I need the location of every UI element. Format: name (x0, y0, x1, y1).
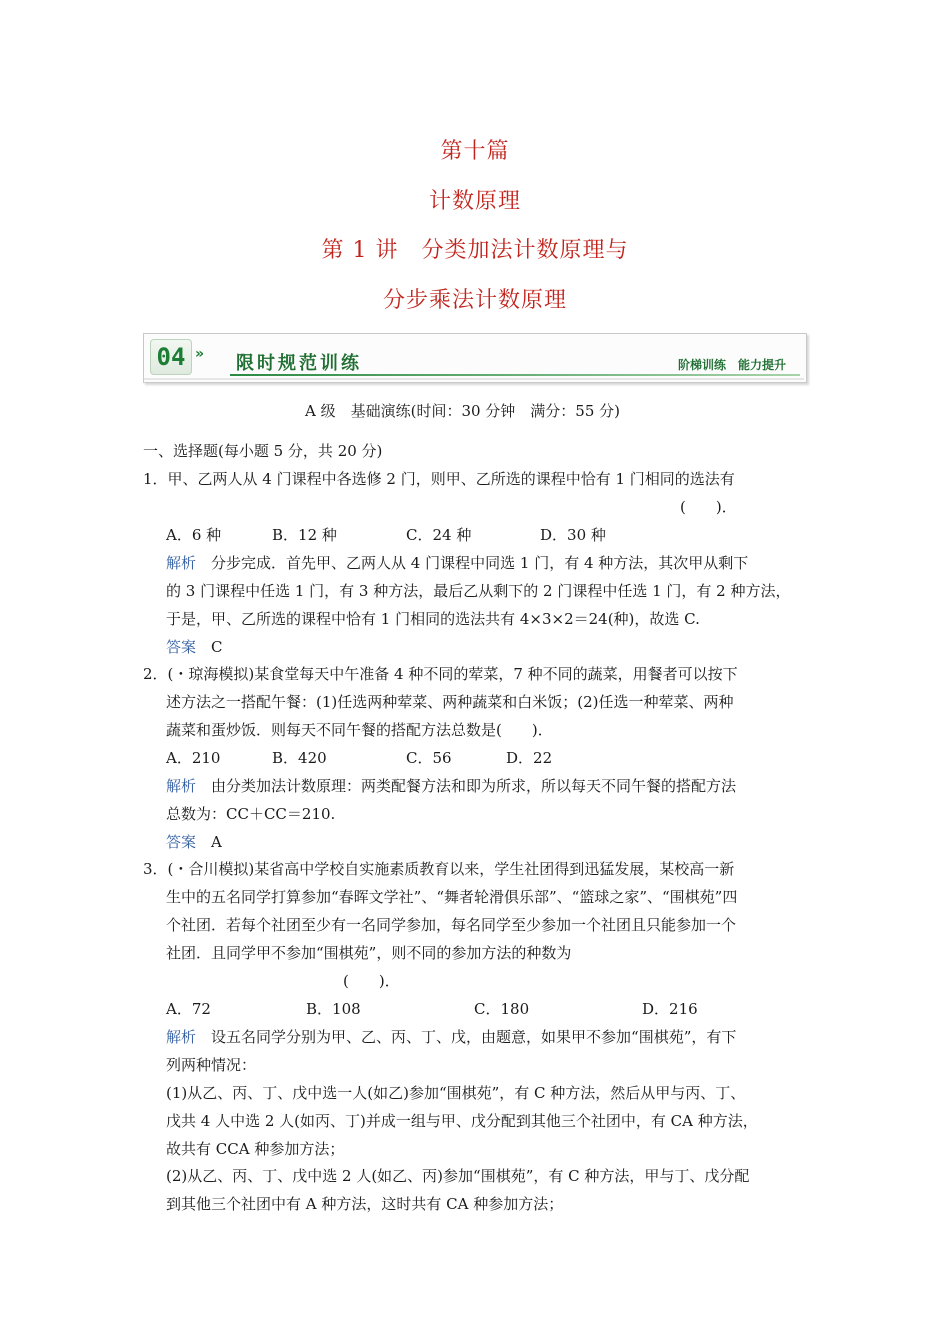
q3-option-c: C．180 (474, 1000, 530, 1018)
q1-analysis-text: 分步完成．首先甲、乙两人从 4 门课程中同选 1 门，有 4 种方法，其次甲从剩下 (211, 554, 749, 572)
q1-option-b: B．12 种 (272, 526, 337, 544)
q3-option-d: D．216 (642, 1000, 698, 1018)
q2-answer: A (211, 833, 222, 851)
lecture-title-line2: 分步乘法计数原理 (382, 288, 567, 313)
q2-option-c: C．56 (406, 749, 452, 767)
q1-analysis-label: 解析 (166, 554, 197, 572)
banner-title: 限时规范训练 (236, 353, 362, 374)
q1-analysis-line (166, 553, 748, 573)
q1-analysis-line: 于是，甲、乙所选的课程中恰有 1 门相同的选法共有 4×3×2＝24(种)，故选 C. (166, 610, 700, 628)
part-title: 第十篇 (440, 139, 510, 164)
q3-stem: 社团．且同学甲不参加“围棋苑”，则不同的参加方法的种数为 (166, 944, 572, 962)
q2-analysis-text: 由分类加法计数原理：两类配餐方法和即为所求，所以每天不同午餐的搭配方法 (211, 777, 737, 795)
q3-analysis-label: 解析 (166, 1028, 197, 1046)
q1-options (166, 525, 606, 545)
q2-answer-line (166, 832, 222, 852)
q2-stem: 述方法之一搭配午餐：(1)任选两种荤菜、两种蔬菜和白米饭；(2)任选一种荤菜、两种 (166, 693, 734, 711)
q1-stem: 1．甲、乙两人从 4 门课程中各选修 2 门，则甲、乙所选的课程中恰有 1 门相同的选法有 (143, 470, 735, 488)
q1-analysis-line: 的 3 门课程中任选 1 门，有 3 种方法，最后乙从剩下的 2 门课程中任选 1 门，有 2 种方法， (166, 582, 791, 600)
banner-number: 04 (150, 339, 192, 375)
q1-option-a: A．6 种 (166, 526, 222, 544)
q2-analysis-line (166, 776, 736, 796)
level-line: A 级 基础演练(时间：30 分钟 满分：55 分) (305, 402, 621, 420)
q2-option-a: A．210 (166, 749, 221, 767)
q2-options (166, 748, 552, 768)
q2-option-b: B．420 (272, 749, 327, 767)
q3-paren: ( )． (343, 972, 400, 990)
q1-answer-line (166, 637, 223, 657)
q3-analysis-line: (2)从乙、丙、丁、戊中选 2 人(如乙、丙)参加“围棋苑”，有 C 种方法，甲与丁、戊分配 (166, 1167, 750, 1185)
q3-options (166, 999, 698, 1019)
q2-analysis-label: 解析 (166, 777, 197, 795)
lecture-title-line1: 第 1 讲 分类加法计数原理与 (321, 238, 629, 263)
q1-answer-label: 答案 (166, 638, 197, 656)
q2-answer-label: 答案 (166, 833, 197, 851)
banner-divider (144, 378, 804, 380)
chapter-title: 计数原理 (428, 189, 521, 214)
q2-analysis-line: 总数为：CC＋CC＝210. (166, 805, 336, 823)
q3-stem: 3．(・合川模拟)某省高中学校自实施素质教育以来，学生社团得到迅猛发展，某校高一新 (143, 860, 735, 878)
q1-option-d: D．30 种 (540, 526, 606, 544)
banner-underline (230, 374, 800, 376)
q3-stem: 生中的五名同学打算参加“春晖文学社”、“舞者轮滑俱乐部”、“篮球之家”、“围棋苑”四 (166, 888, 738, 906)
q3-analysis-line: 到其他三个社团中有 A 种方法，这时共有 CA 种参加方法； (166, 1195, 564, 1213)
section-banner (143, 333, 807, 383)
q3-analysis-line: 列两种情况： (166, 1056, 257, 1074)
q3-analysis-line (166, 1027, 736, 1047)
q2-stem: 2．(・琼海模拟)某食堂每天中午准备 4 种不同的荤菜，7 种不同的蔬菜，用餐者可以按下 (143, 665, 738, 683)
q2-stem: 蔬菜和蛋炒饭．则每天不同午餐的搭配方法总数是( )． (166, 721, 553, 739)
q3-option-b: B．108 (306, 1000, 361, 1018)
q3-analysis-text: 设五名同学分别为甲、乙、丙、丁、戊，由题意，如果甲不参加“围棋苑”，有下 (211, 1028, 737, 1046)
q3-analysis-line: 戊共 4 人中选 2 人(如丙、丁)并成一组与甲、戊分配到其他三个社团中，有 CA 种方法， (166, 1112, 758, 1130)
double-chevron-icon: » (195, 346, 205, 362)
q3-stem: 个社团．若每个社团至少有一名同学参加，每名同学至少参加一个社团且只能参加一个 (166, 916, 737, 934)
q1-option-c: C．24 种 (406, 526, 472, 544)
q1-paren: ( )． (680, 498, 737, 516)
q2-option-d: D．22 (506, 749, 553, 767)
q1-answer: C (211, 638, 223, 656)
banner-subtitle: 阶梯训练 能力提升 (677, 358, 786, 372)
section-heading: 一、选择题(每小题 5 分，共 20 分) (143, 442, 383, 460)
q3-analysis-line: (1)从乙、丙、丁、戊中选一人(如乙)参加“围棋苑”，有 C 种方法，然后从甲与丙、丁、 (166, 1084, 746, 1102)
q3-analysis-line: 故共有 CCA 种参加方法； (166, 1140, 345, 1158)
q3-option-a: A．72 (166, 1000, 211, 1018)
